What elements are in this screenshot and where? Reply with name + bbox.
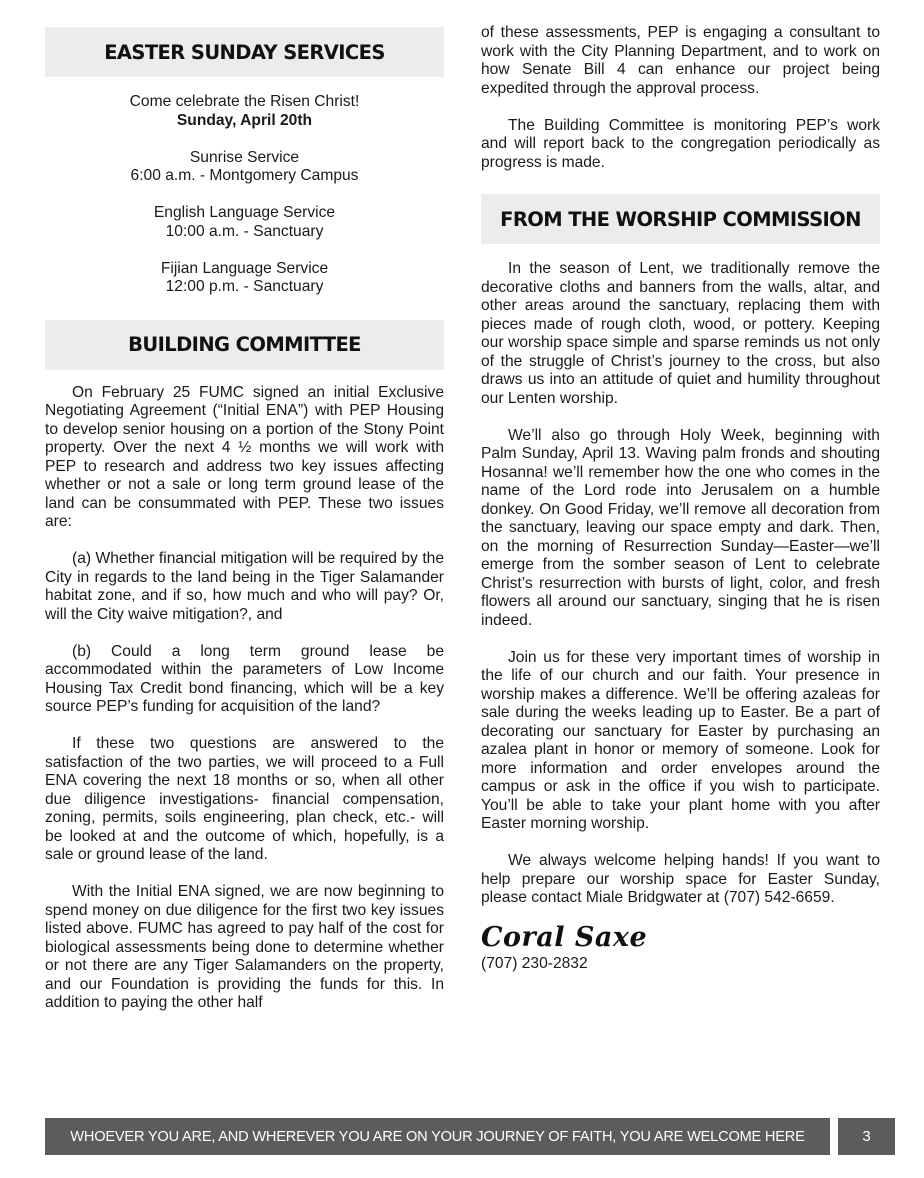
- signature: Coral Saxe: [481, 921, 648, 953]
- paragraph: If these two questions are answered to the satisfaction of the two parties, we will proceed to a Full ENA covering the next 18 months or so, when all other due diligence investigations- financial compensation, zoning, permits, soils engineering, plan check, etc.- will be looked at and the outcome of which, hopefully, is a sale or ground lease of the land.: [45, 735, 444, 863]
- easter-date: Sunday, April 20th: [176, 111, 313, 129]
- worship-body: [481, 260, 880, 908]
- building-body: [45, 384, 444, 1013]
- paragraph-continued: of these assessments, PEP is engaging a consultant to work with the City Planning Department, and to work on how Senate Bill 4 can enhance our project being expedited through the approval process.: [481, 24, 880, 97]
- paragraph: The Building Committee is monitoring PEP’s work and will report back to the congregation periodically as progress is made.: [481, 116, 880, 171]
- paragraph: With the Initial ENA signed, we are now beginning to spend money on due diligence for the first two key issues listed above. FUMC has agreed to pay half of the cost for biological assessments being done to determine whether or not there are any Tiger Salamanders on the property, and our Foundation is providing the funds for this. In addition to paying the other half: [45, 883, 444, 1011]
- paragraph: In the season of Lent, we traditionally remove the decorative cloths and banners from the walls, altar, and other areas around the sanctuary, replacing them with pieces made of rough cloth, wood, or pottery. Keeping our worship space simple and sparse reminds us not only of the struggle of Christ’s journey to the cross, but also draws us into an attitude of quiet and humility throughout our Lenten worship.: [481, 260, 880, 407]
- page-number-box: [838, 1118, 895, 1155]
- service-name: Sunrise Service: [189, 148, 300, 166]
- paragraph: We’ll also go through Holy Week, beginning with Palm Sunday, April 13. Waving palm fronds and shouting Hosanna! we’ll remember how the one who comes in the name of the Lord rode into Jerusalem on a humble donkey. On Good Friday, we’ll remove all decoration from the sanctuary, leaving our space empty and dark. Then, on the morning of Resurrection Sunday—Easter—we’ll emerge from the somber season of Lent to celebrate Christ’s resurrection with bursts of light, color, and fresh flowers all around our sanctuary, singing that he is risen indeed.: [481, 426, 880, 629]
- easter-heading: EASTER SUNDAY SERVICES: [45, 27, 444, 77]
- worship-heading: FROM THE WORSHIP COMMISSION: [481, 194, 880, 244]
- service-detail: 12:00 p.m. - Sanctuary: [165, 278, 324, 295]
- left-column: [45, 0, 444, 1013]
- footer-tagline: WHOEVER YOU ARE, AND WHEREVER YOU ARE ON YOUR JOURNEY OF FAITH, YOU ARE WELCOME HERE: [70, 1128, 805, 1145]
- page-number: 3: [862, 1128, 871, 1145]
- paragraph: Join us for these very important times of worship in the life of our church and our faith. Your presence in worship makes a difference. We’ll be offering azaleas for sale during the weeks leading up to Easter. Be a part of decorating our sanctuary for Easter by purchasing an azalea plant in honor or memory of someone. Look for more information and order envelopes around the campus or ask in the office if you wish to participate. You’ll be able to take your plant home with you after Easter morning worship.: [481, 648, 880, 832]
- footer-tagline-bar: [45, 1118, 830, 1155]
- service-detail: 10:00 a.m. - Sanctuary: [165, 222, 324, 240]
- paragraph: We always welcome helping hands! If you want to help prepare our worship space for Easter Sunday, please contact Miale Bridgwater at (707) 542-6659.: [481, 852, 880, 906]
- building-heading: BUILDING COMMITTEE: [45, 320, 444, 370]
- service-detail: 6:00 a.m. - Montgomery Campus: [130, 167, 359, 184]
- paragraph: (b) Could a long term ground lease be accommodated within the parameters of Low Income Housing Tax Credit bond financing, which will be a key source PEP’s funding for acquisition of the land?: [45, 642, 444, 715]
- easter-intro: Come celebrate the Risen Christ!: [129, 93, 360, 110]
- paragraph: (a) Whether financial mitigation will be required by the City in regards to the land being in the Tiger Salamander habitat zone, and if so, how much and who will pay? Or, will the City waive mitigation?, and: [45, 550, 444, 623]
- right-column: [481, 0, 880, 973]
- easter-details: [45, 93, 444, 297]
- signature-phone: (707) 230-2832: [481, 954, 588, 972]
- paragraph: On February 25 FUMC signed an initial Exclusive Negotiating Agreement (“Initial ENA”) with PEP Housing to develop senior housing on a portion of the Stony Point property. Over the next 4 ½ months we will work with PEP to research and address two key issues affecting whether or not a sale or long term ground lease of the land can be consummated with PEP. These two issues are:: [45, 383, 444, 530]
- service-name: Fijian Language Service: [160, 259, 329, 277]
- service-name: English Language Service: [153, 204, 336, 221]
